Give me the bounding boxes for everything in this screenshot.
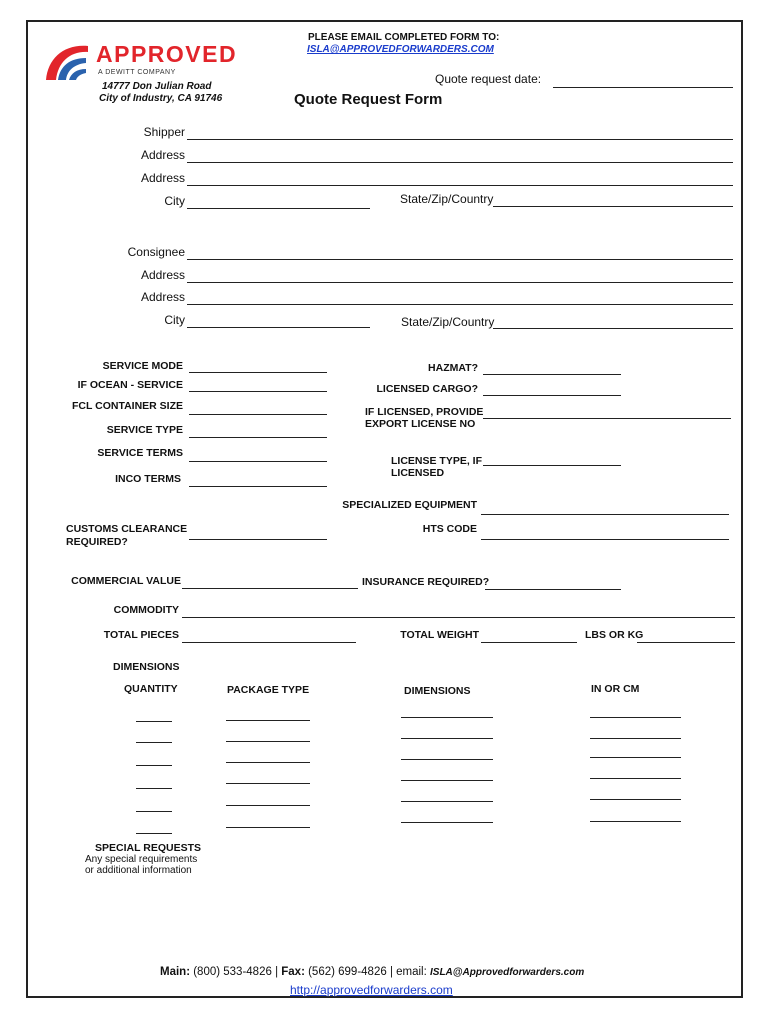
consignee-address1-label: Address — [140, 268, 185, 282]
total-weight-field[interactable] — [481, 642, 577, 643]
export-license-label-line2: EXPORT LICENSE NO — [365, 418, 476, 430]
consignee-address1-field[interactable] — [187, 282, 733, 283]
commodity-field[interactable] — [182, 617, 735, 618]
shipper-address1-label: Address — [140, 148, 185, 162]
approved-swoosh-icon — [42, 40, 92, 84]
inco-terms-field[interactable] — [189, 486, 327, 487]
package-type-column-header: PACKAGE TYPE — [227, 684, 310, 696]
package-type-field-5[interactable] — [226, 805, 310, 806]
specialized-equipment-label: SPECIALIZED EQUIPMENT — [342, 499, 477, 511]
unit-field-6[interactable] — [590, 821, 681, 822]
dimensions-field-5[interactable] — [401, 801, 493, 802]
footer-website-link[interactable]: http://approvedforwarders.com — [290, 983, 453, 997]
hts-code-field[interactable] — [481, 539, 729, 540]
service-type-field[interactable] — [189, 437, 327, 438]
unit-column-header: IN OR CM — [591, 683, 640, 695]
dimensions-field-2[interactable] — [401, 738, 493, 739]
customs-clearance-field[interactable] — [189, 539, 327, 540]
quantity-column-header: QUANTITY — [124, 683, 178, 695]
quantity-field-2[interactable] — [136, 742, 172, 743]
package-type-field-1[interactable] — [226, 720, 310, 721]
footer-main-label: Main: — [160, 966, 191, 978]
shipper-city-label: City — [164, 194, 185, 208]
specialized-equipment-field[interactable] — [481, 514, 729, 515]
dimensions-field-6[interactable] — [401, 822, 493, 823]
dimensions-field-4[interactable] — [401, 780, 493, 781]
unit-field-5[interactable] — [590, 799, 681, 800]
lbs-or-kg-field[interactable] — [637, 642, 735, 643]
hazmat-label: HAZMAT? — [428, 362, 478, 374]
consignee-city-field[interactable] — [187, 327, 370, 328]
quantity-field-6[interactable] — [136, 833, 172, 834]
customs-clearance-label-line2: REQUIRED? — [66, 536, 128, 548]
dimensions-title: DIMENSIONS — [113, 661, 180, 673]
dimensions-field-1[interactable] — [401, 717, 493, 718]
total-pieces-label: TOTAL PIECES — [103, 629, 179, 641]
form-title: Quote Request Form — [294, 91, 443, 108]
fcl-size-label: FCL CONTAINER SIZE — [71, 400, 183, 412]
commercial-value-field[interactable] — [182, 588, 358, 589]
package-type-field-2[interactable] — [226, 741, 310, 742]
company-street: 14777 Don Julian Road — [102, 81, 212, 92]
package-type-field-3[interactable] — [226, 762, 310, 763]
footer-contact-line — [160, 966, 584, 978]
company-logo — [42, 40, 247, 86]
quantity-field-5[interactable] — [136, 811, 172, 812]
quantity-field-3[interactable] — [136, 765, 172, 766]
if-ocean-field[interactable] — [189, 391, 327, 392]
consignee-field[interactable] — [187, 259, 733, 260]
shipper-state-field[interactable] — [493, 206, 733, 207]
footer-main-phone: (800) 533-4826 | — [190, 966, 282, 978]
dimensions-column-header: DIMENSIONS — [404, 685, 471, 697]
quote-date-label: Quote request date: — [435, 72, 542, 86]
consignee-label: Consignee — [127, 245, 185, 259]
hazmat-field[interactable] — [483, 374, 621, 375]
quantity-field-1[interactable] — [136, 721, 172, 722]
unit-field-1[interactable] — [590, 717, 681, 718]
consignee-address2-label: Address — [140, 290, 185, 304]
licensed-cargo-label: LICENSED CARGO? — [376, 383, 478, 395]
unit-field-2[interactable] — [590, 738, 681, 739]
fcl-size-field[interactable] — [189, 414, 327, 415]
service-mode-label: SERVICE MODE — [102, 360, 183, 372]
service-terms-label: SERVICE TERMS — [97, 447, 183, 459]
email-instruction: PLEASE EMAIL COMPLETED FORM TO: — [308, 32, 500, 43]
footer-fax-phone: (562) 699-4826 | email: — [304, 966, 430, 978]
footer-email[interactable]: ISLA@Approvedforwarders.com — [430, 967, 585, 978]
quantity-field-4[interactable] — [136, 788, 172, 789]
export-license-label-line1: IF LICENSED, PROVIDE — [365, 406, 484, 418]
customs-clearance-label-line1: CUSTOMS CLEARANCE — [66, 523, 188, 535]
license-type-label-line1: LICENSE TYPE, IF — [391, 455, 483, 467]
shipper-state-label: State/Zip/Country — [400, 192, 494, 206]
total-weight-label: TOTAL WEIGHT — [400, 629, 479, 641]
service-mode-field[interactable] — [189, 372, 327, 373]
company-tagline: A DEWITT COMPANY — [98, 69, 176, 76]
shipper-address2-label: Address — [140, 171, 185, 185]
special-requests-hint-line2: or additional information — [85, 865, 192, 876]
shipper-label: Shipper — [143, 125, 185, 139]
consignee-state-field[interactable] — [493, 328, 733, 329]
footer-fax-label: Fax: — [281, 966, 305, 978]
unit-field-4[interactable] — [590, 778, 681, 779]
quote-date-field[interactable] — [553, 87, 733, 88]
license-type-label-line2: LICENSED — [391, 467, 445, 479]
shipper-field[interactable] — [187, 139, 733, 140]
special-requests-title: SPECIAL REQUESTS — [95, 842, 201, 854]
commercial-value-label: COMMERCIAL VALUE — [71, 575, 181, 587]
company-name: APPROVED — [96, 41, 238, 67]
company-city: City of Industry, CA 91746 — [99, 93, 223, 104]
license-type-field[interactable] — [483, 465, 621, 466]
shipper-address2-field[interactable] — [187, 185, 733, 186]
lbs-or-kg-label: LBS OR KG — [585, 629, 644, 641]
special-requests-hint-line1: Any special requirements — [85, 854, 198, 865]
service-type-label: SERVICE TYPE — [106, 424, 183, 436]
dimensions-field-3[interactable] — [401, 759, 493, 760]
package-type-field-6[interactable] — [226, 827, 310, 828]
shipper-address1-field[interactable] — [187, 162, 733, 163]
export-license-field[interactable] — [483, 418, 731, 419]
licensed-cargo-field[interactable] — [483, 395, 621, 396]
email-link[interactable]: ISLA@APPROVEDFORWARDERS.COM — [307, 44, 494, 55]
insurance-required-label: INSURANCE REQUIRED? — [362, 576, 490, 588]
shipper-city-field[interactable] — [187, 208, 370, 209]
hts-code-label: HTS CODE — [422, 523, 477, 535]
total-pieces-field[interactable] — [182, 642, 356, 643]
unit-field-3[interactable] — [590, 757, 681, 758]
consignee-address2-field[interactable] — [187, 304, 733, 305]
service-terms-field[interactable] — [189, 461, 327, 462]
consignee-city-label: City — [164, 313, 185, 327]
commodity-label: COMMODITY — [113, 604, 179, 616]
inco-terms-label: INCO TERMS — [115, 473, 181, 485]
consignee-state-label: State/Zip/Country — [401, 315, 495, 329]
if-ocean-label: IF OCEAN - SERVICE — [77, 379, 183, 391]
package-type-field-4[interactable] — [226, 783, 310, 784]
insurance-required-field[interactable] — [485, 589, 621, 590]
